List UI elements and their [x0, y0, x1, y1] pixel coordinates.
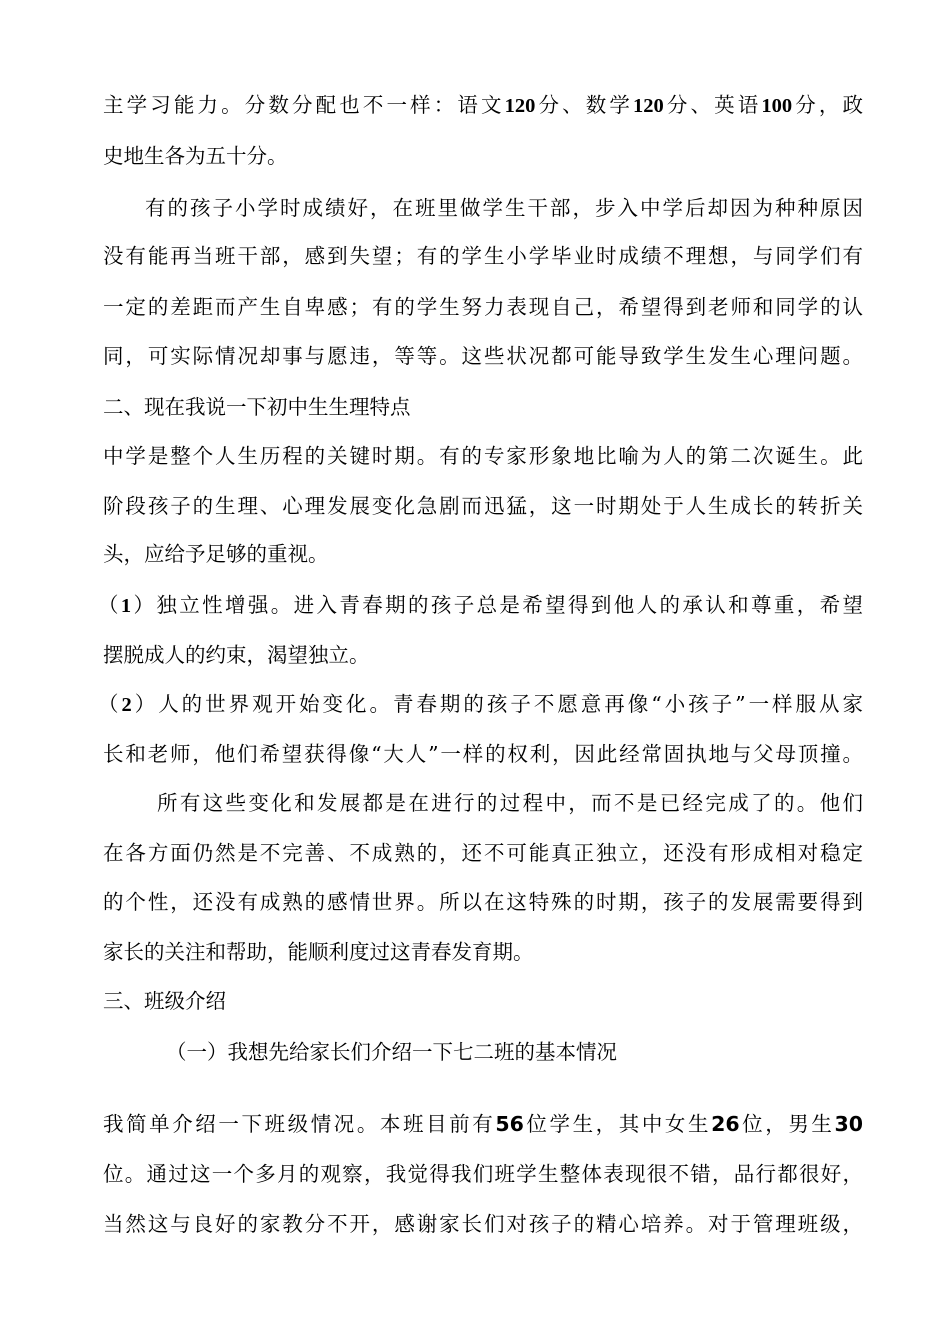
section-heading: 三、班级介绍 [103, 989, 226, 1013]
item-number: 1 [120, 595, 132, 617]
paragraph-line: 的个性，还没有成熟的感情世界。所以在这特殊的时期，孩子的发展需要得到 [103, 890, 863, 914]
score-number: 120 [633, 95, 664, 117]
paragraph-line: 中学是整个人生历程的关键时期。有的专家形象地比喻为人的第二次诞生。此 [103, 444, 863, 468]
paragraph-line: 当然这与良好的家教分不开，感谢家长们对孩子的精心培养。对于管理班级， [103, 1212, 863, 1236]
text-run: ）独立性增强。进入青春期的孩子总是希望得到他人的承认和尊重，希望 [131, 593, 864, 617]
paragraph-line: 所有这些变化和发展都是在进行的过程中，而不是已经完成了的。他们 [157, 791, 863, 815]
list-item-line [98, 689, 863, 720]
text-run: 我简单介绍一下班级情况。本班目前有 [103, 1112, 496, 1136]
count-number: 26 [711, 1112, 740, 1136]
paragraph-line: 摆脱成人的约束，渴望独立。 [103, 643, 370, 667]
text-run: 位学生，其中女生 [523, 1112, 712, 1136]
paragraph-line: 家长的关注和帮助，能顺利度过这青春发育期。 [103, 940, 534, 964]
count-number: 30 [834, 1112, 864, 1136]
text-run: 分、英语 [663, 93, 762, 117]
text-run: 分，政 [792, 93, 863, 117]
section-heading: 二、现在我说一下初中生生理特点 [103, 395, 411, 419]
paragraph-line: 同，可实际情况却事与愿违，等等。这些状况都可能导致学生发生心理问题。 [103, 344, 863, 368]
score-number: 100 [761, 95, 793, 117]
score-number: 120 [504, 95, 536, 117]
item-number: 2 [121, 694, 132, 716]
paragraph-line: 一定的差距而产生自卑感；有的学生努力表现自己，希望得到老师和同学的认 [103, 295, 863, 319]
paragraph-line: 位。通过这一个多月的观察，我觉得我们班学生整体表现很不错，品行都很好， [103, 1162, 863, 1186]
paragraph-line: 有的孩子小学时成绩好，在班里做学生干部，步入中学后却因为种种原因 [145, 196, 863, 220]
paragraph-line [103, 90, 863, 121]
paragraph-line: 长和老师，他们希望获得像“大人”一样的权利，因此经常固执地与父母顶撞。 [103, 742, 863, 766]
text-run: 分、数学 [535, 93, 633, 117]
paren-open: （ [98, 692, 122, 716]
paragraph-line [103, 1109, 863, 1139]
paren-open: （ [98, 593, 121, 617]
subsection-heading: （一）我想先给家长们介绍一下七二班的基本情况 [166, 1040, 617, 1064]
paragraph-line: 史地生各为五十分。 [103, 144, 288, 168]
paragraph-line: 头，应给予足够的重视。 [103, 542, 329, 566]
paragraph-line: 阶段孩子的生理、心理发展变化急剧而迅猛，这一时期处于人生成长的转折关 [103, 494, 863, 518]
list-item-line [98, 590, 863, 621]
paragraph-line: 没有能再当班干部，感到失望；有的学生小学毕业时成绩不理想，与同学们有 [103, 244, 863, 268]
text-run: ）人的世界观开始变化。青春期的孩子不愿意再像“小孩子”一样服从家 [131, 692, 863, 716]
count-number: 56 [495, 1112, 524, 1136]
text-run: 主学习能力。分数分配也不一样：语文 [103, 93, 505, 117]
paragraph-line: 在各方面仍然是不完善、不成熟的，还不可能真正独立，还没有形成相对稳定 [103, 841, 863, 865]
text-run: 位，男生 [739, 1112, 835, 1136]
